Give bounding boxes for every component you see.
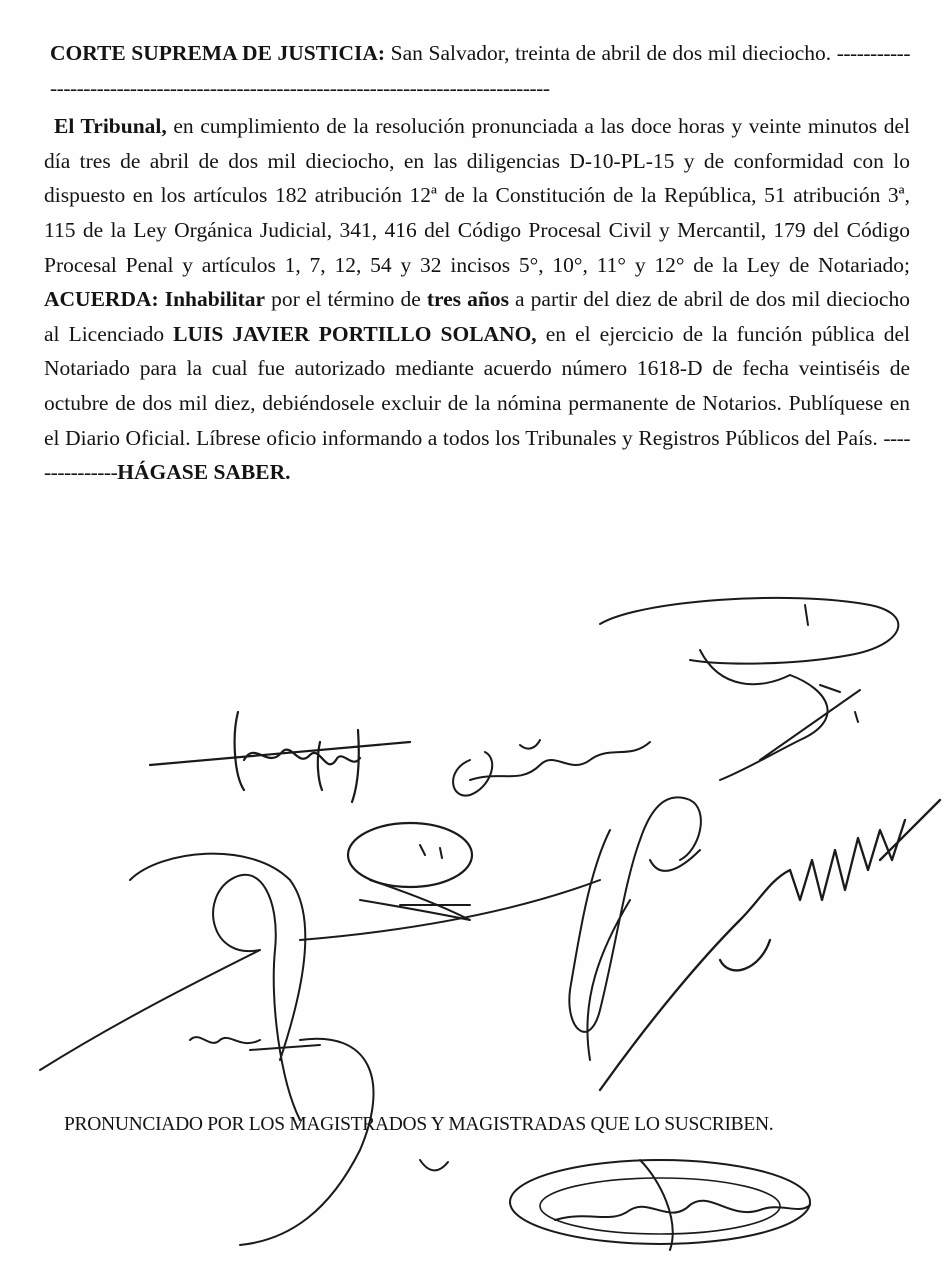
acuerda-label: ACUERDA: Inhabilitar — [44, 287, 266, 312]
body-paragraph — [44, 109, 910, 490]
signature-flourish-top — [600, 598, 898, 664]
resolution-text — [44, 36, 910, 490]
tribunal-label: El Tribunal, — [54, 114, 167, 139]
signature-3 — [700, 650, 860, 780]
body-text-b: por el término de — [265, 287, 427, 312]
hagase-saber: HÁGASE SABER. — [117, 460, 291, 485]
closing-statement: PRONUNCIADO POR LOS MAGISTRADOS Y MAGISTRADAS QUE LO SUSCRIBEN. — [64, 1114, 774, 1135]
body-text-c: a partir del diez de abril de dos mil dieciocho al Licenciado — [44, 287, 910, 346]
dash-filler-2: --------------- — [44, 425, 910, 485]
signature-oval — [348, 823, 472, 887]
body-text-a: en cumplimiento de la resolución pronunciada a las doce horas y veinte minutos del día tres de abril de dos mil dieciocho, en las diligencias D-10-PL-15 y de conformidad con lo dispuesto en los artículos 182 atribución 12ª de la Constitución de la República, 51 atribución 3ª, 115 de la Ley Orgánica Judicial, 341, 416 del Código Procesal Civil y Mercantil, 179 del Código Procesal Penal y artículos 1, 7, 12, 54 y 32 incisos 5°, 10°, 11° y 12° de la Ley de Notariado; — [44, 114, 911, 277]
licenciado-name: LUIS JAVIER PORTILLO SOLANO, — [173, 321, 537, 346]
dash-filler: -------------------------------------------------------------------------------------- — [50, 41, 910, 100]
signature-2 — [453, 740, 650, 796]
term-label: tres años — [426, 287, 509, 312]
body-text-d: en el ejercicio de la función pública del Notariado para la cual fue autorizado mediante acuerdo número 1618-D de fecha veintiséis de octubre de dos mil diez, debiéndosele excluir de la nómina permanente de Notarios. Publíquese en el Diario Oficial. Líbrese oficio informando a todos los Tribunales y Registros Públicos del País. — [44, 321, 910, 450]
signature-6 — [600, 800, 940, 1090]
court-heading: CORTE SUPREMA DE JUSTICIA: — [50, 41, 386, 65]
signature-seal-outer — [510, 1160, 810, 1244]
signature-5 — [569, 797, 701, 1060]
signature-4 — [40, 854, 600, 1120]
signature-seal-script — [420, 1160, 810, 1250]
signature-1 — [150, 712, 410, 802]
date-line: San Salvador, treinta de abril de dos mil dieciocho. — [385, 41, 837, 65]
header-paragraph — [44, 36, 910, 105]
